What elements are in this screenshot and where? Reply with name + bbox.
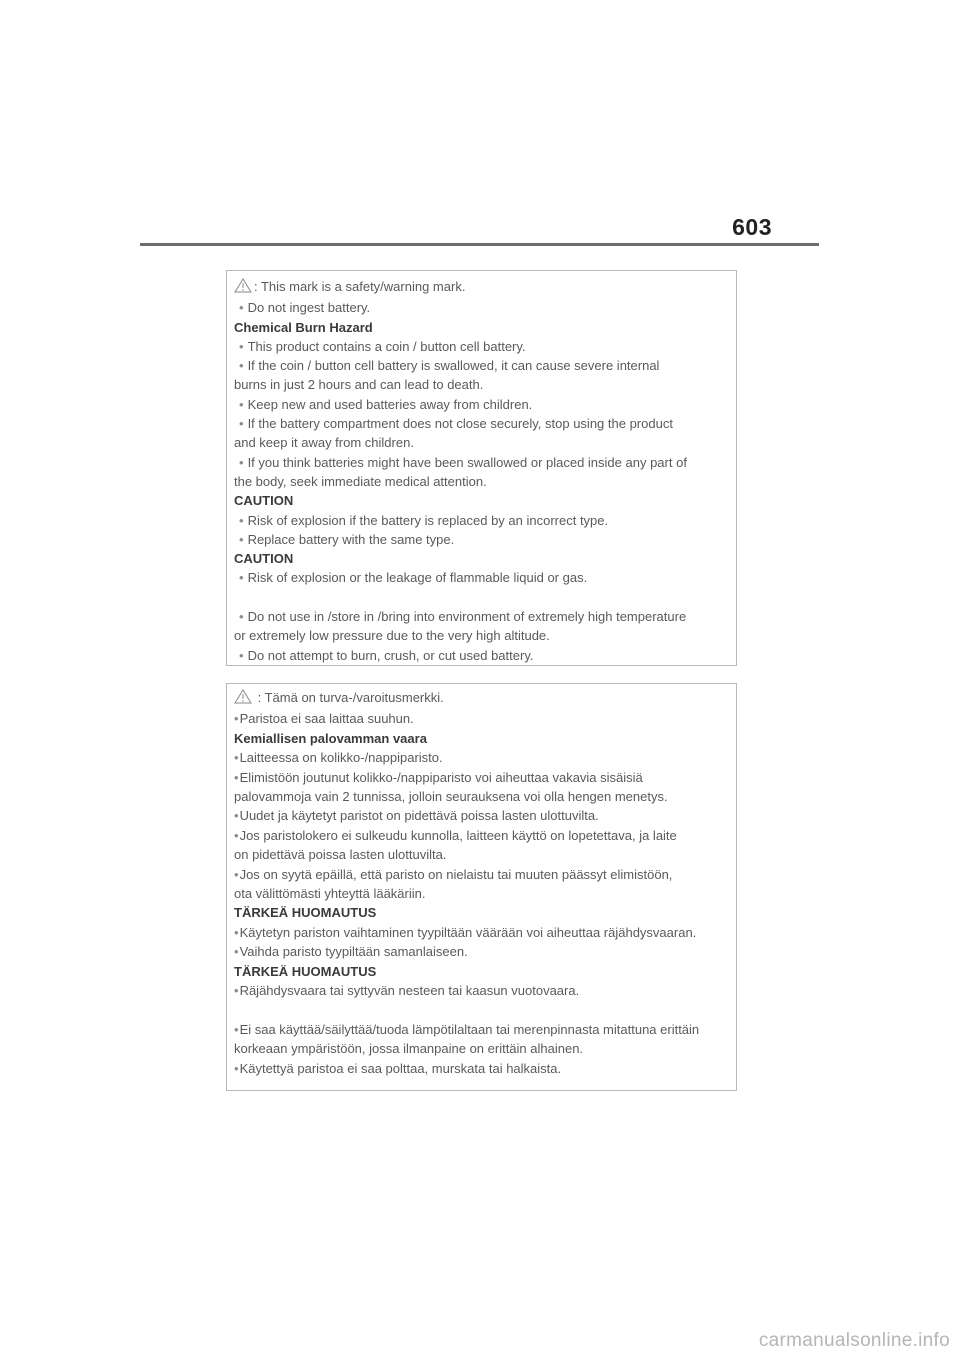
- header-rule: [140, 243, 819, 246]
- section-heading: [234, 318, 736, 337]
- line-text: Keep new and used batteries away from children.: [247, 396, 533, 412]
- section-heading: [234, 903, 736, 922]
- continuation-line: [234, 1039, 736, 1058]
- blank-line: [234, 1001, 736, 1020]
- bullet-item: [234, 298, 736, 317]
- bullet-item: [234, 646, 736, 665]
- line-text: Ei saa käyttää/säilyttää/tuoda lämpötilaltaan tai merenpinnasta mitattuna erittäin: [239, 1021, 700, 1037]
- line-text: If the battery compartment does not close securely, stop using the product: [247, 416, 673, 432]
- line-text: Chemical Burn Hazard: [234, 319, 373, 335]
- line-text: CAUTION: [234, 493, 294, 509]
- bullet-item: [234, 337, 736, 356]
- blank-line: [234, 588, 736, 607]
- line-text: on pidettävä poissa lasten ulottuvilta.: [234, 847, 447, 863]
- line-text: burns in just 2 hours and can lead to death.: [234, 377, 484, 393]
- bullet-item: [234, 806, 736, 825]
- warning-mark-line: [234, 688, 736, 709]
- bullet-icon: •: [234, 983, 239, 999]
- bullet-icon: •: [239, 570, 244, 586]
- watermark: carmanualsonline.info: [758, 1330, 950, 1351]
- line-text: Käytettyä paristoa ei saa polttaa, murskata tai halkaista.: [239, 1060, 562, 1076]
- bullet-icon: •: [234, 827, 239, 843]
- bullet-icon: •: [234, 750, 239, 766]
- section-heading: [234, 549, 736, 568]
- line-text: If you think batteries might have been swallowed or placed inside any part of: [247, 454, 687, 470]
- bullet-icon: •: [234, 944, 239, 960]
- line-text: and keep it away from children.: [234, 435, 414, 451]
- finnish-warning-box: [226, 683, 737, 1091]
- continuation-line: [234, 472, 736, 491]
- bullet-item: [234, 981, 736, 1000]
- line-text: Do not ingest battery.: [247, 300, 371, 316]
- line-text: This product contains a coin / button cell battery.: [247, 338, 526, 354]
- continuation-line: [234, 884, 736, 903]
- line-text: Vaihda paristo tyypiltään samanlaiseen.: [239, 944, 468, 960]
- line-text: palovammoja vain 2 tunnissa, jolloin seurauksena voi olla hengen menetys.: [234, 789, 668, 805]
- line-text: Risk of explosion or the leakage of flammable liquid or gas.: [247, 570, 588, 586]
- bullet-icon: •: [234, 1021, 239, 1037]
- bullet-item: [234, 748, 736, 767]
- bullet-icon: •: [234, 769, 239, 785]
- bullet-icon: •: [239, 512, 244, 528]
- bullet-item: [234, 568, 736, 587]
- line-text: or extremely low pressure due to the very high altitude.: [234, 628, 550, 644]
- line-text: ota välittömästi yhteyttä lääkäriin.: [234, 886, 426, 902]
- line-text: If the coin / button cell battery is swallowed, it can cause severe internal: [247, 358, 660, 374]
- line-text: Kemiallisen palovamman vaara: [234, 730, 427, 746]
- bullet-item: [234, 1020, 736, 1039]
- bullet-icon: •: [239, 358, 244, 374]
- page-number: 603: [732, 214, 772, 240]
- bullet-item: [234, 511, 736, 530]
- line-text: TÄRKEÄ HUOMAUTUS: [234, 905, 377, 921]
- english-lines: [234, 298, 736, 665]
- bullet-item: [234, 865, 736, 884]
- bullet-item: [234, 1059, 736, 1078]
- bullet-item: [234, 395, 736, 414]
- section-heading: [234, 491, 736, 510]
- bullet-item: [234, 768, 736, 787]
- warning-mark-text: : This mark is a safety/warning mark.: [254, 279, 466, 294]
- bullet-item: [234, 826, 736, 845]
- line-text: Laitteessa on kolikko-/nappiparisto.: [239, 750, 443, 766]
- line-text: Uudet ja käytetyt paristot on pidettävä poissa lasten ulottuvilta.: [239, 808, 599, 824]
- continuation-line: [234, 626, 736, 645]
- finnish-lines: [234, 709, 736, 1078]
- continuation-line: [234, 375, 736, 394]
- warning-triangle-icon: [234, 278, 252, 298]
- bullet-icon: •: [239, 338, 244, 354]
- line-text: Risk of explosion if the battery is replaced by an incorrect type.: [247, 512, 609, 528]
- line-text: Paristoa ei saa laittaa suuhun.: [239, 711, 414, 727]
- bullet-icon: •: [239, 609, 244, 625]
- line-text: Käytetyn pariston vaihtaminen tyypiltään väärään voi aiheuttaa räjähdysvaaran.: [239, 924, 697, 940]
- bullet-item: [234, 709, 736, 728]
- line-text: korkeaan ympäristöön, jossa ilmanpaine on erittäin alhainen.: [234, 1041, 584, 1057]
- line-text: TÄRKEÄ HUOMAUTUS: [234, 963, 377, 979]
- bullet-icon: •: [239, 300, 244, 316]
- line-text: Jos paristolokero ei sulkeudu kunnolla, laitteen käyttö on lopetettava, ja laite: [239, 827, 677, 843]
- bullet-icon: •: [239, 396, 244, 412]
- line-text: Jos on syytä epäillä, että paristo on nielaistu tai muuten päässyt elimistöön,: [239, 866, 673, 882]
- bullet-item: [234, 414, 736, 433]
- line-text: Replace battery with the same type.: [247, 531, 455, 547]
- bullet-item: [234, 453, 736, 472]
- bullet-icon: •: [239, 647, 244, 663]
- line-text: the body, seek immediate medical attention.: [234, 473, 487, 489]
- bullet-icon: •: [239, 416, 244, 432]
- continuation-line: [234, 845, 736, 864]
- section-heading: [234, 729, 736, 748]
- bullet-icon: •: [234, 711, 239, 727]
- continuation-line: [234, 433, 736, 452]
- line-text: Elimistöön joutunut kolikko-/nappiparisto voi aiheuttaa vakavia sisäisiä: [239, 769, 643, 785]
- bullet-item: [234, 923, 736, 942]
- warning-mark-line: [234, 277, 736, 298]
- english-warning-box: [226, 270, 737, 666]
- line-text: Do not attempt to burn, crush, or cut used battery.: [247, 647, 534, 663]
- line-text: Räjähdysvaara tai syttyvän nesteen tai kaasun vuotovaara.: [239, 983, 580, 999]
- bullet-item: [234, 942, 736, 961]
- bullet-icon: •: [239, 454, 244, 470]
- bullet-icon: •: [234, 866, 239, 882]
- bullet-icon: •: [239, 531, 244, 547]
- bullet-item: [234, 356, 736, 375]
- warning-triangle-icon: [234, 689, 252, 709]
- bullet-icon: •: [234, 924, 239, 940]
- section-heading: [234, 962, 736, 981]
- line-text: CAUTION: [234, 551, 294, 567]
- bullet-item: [234, 607, 736, 626]
- bullet-icon: •: [234, 808, 239, 824]
- bullet-item: [234, 530, 736, 549]
- bullet-icon: •: [234, 1060, 239, 1076]
- warning-mark-text: : Tämä on turva-/varoitusmerkki.: [254, 690, 444, 705]
- line-text: Do not use in /store in /bring into environment of extremely high temperature: [247, 609, 687, 625]
- continuation-line: [234, 787, 736, 806]
